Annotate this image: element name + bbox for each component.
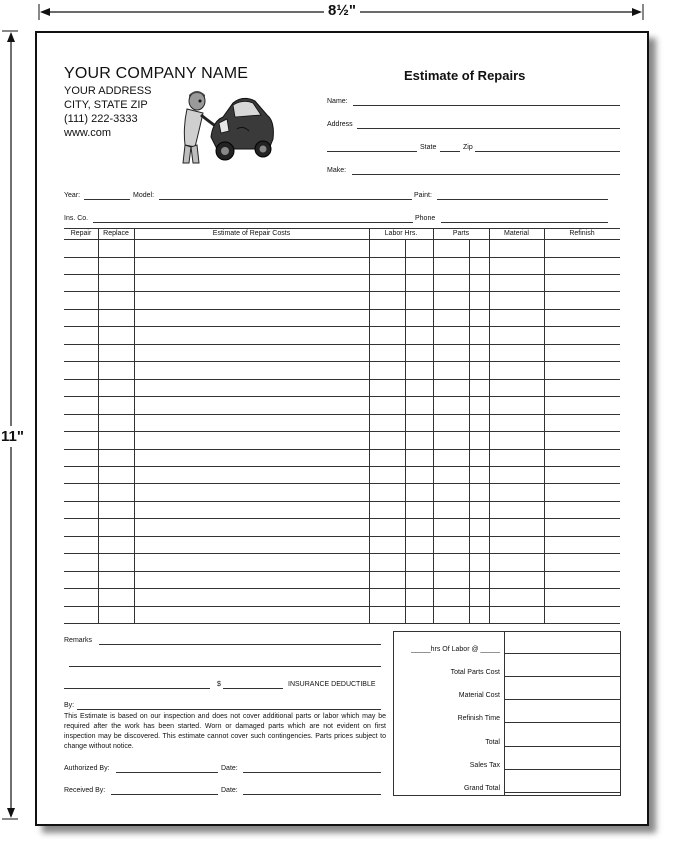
zip-field[interactable] [475,151,620,152]
address-field[interactable] [357,128,620,129]
header-refinish: Refinish [569,230,595,237]
table-row[interactable] [64,326,620,327]
model-label: Model: [133,192,155,199]
authorized-by-field[interactable] [116,772,218,773]
height-label: 11" [1,428,24,445]
received-by-field[interactable] [111,794,218,795]
table-row[interactable] [64,553,620,554]
table-row[interactable] [64,571,620,572]
state-field[interactable] [440,151,460,152]
year-field[interactable] [84,199,130,200]
summary-field-refinish-time[interactable] [504,722,620,723]
summary-field-sales-tax[interactable] [504,769,620,770]
zip-label: Zip [463,144,473,151]
table-row[interactable] [64,414,620,415]
table-row[interactable] [64,379,620,380]
header-parts: Parts [452,230,470,237]
table-row[interactable] [64,606,620,607]
insurance-deductible-label: INSURANCE DEDUCTIBLE [288,681,376,688]
table-row[interactable] [64,588,620,589]
summary-label-sales-tax: Sales Tax [469,761,500,769]
labor-rate-label: _____hrs Of Labor @ _____ [411,646,500,653]
totals-box [393,631,621,796]
width-label: 8½" [324,2,360,19]
received-date-label: Date: [221,787,238,794]
remarks-field-2[interactable] [69,666,381,667]
table-row[interactable] [64,291,620,292]
table-row[interactable] [64,501,620,502]
company-name: YOUR COMPANY NAME [64,65,249,82]
by-field[interactable] [77,709,381,710]
width-dimension [38,4,644,20]
received-date-field[interactable] [243,794,381,795]
table-row[interactable] [64,274,620,275]
summary-label-total-parts-cost: Total Parts Cost [450,669,500,676]
ins-co-label: Ins. Co. [64,215,89,222]
table-row[interactable] [64,466,620,467]
state-label: State [420,144,437,151]
header-replace: Replace [103,230,129,237]
summary-label-grand-total: Grand Total [463,785,500,792]
table-row[interactable] [64,396,620,397]
ins-co-field[interactable] [93,222,413,223]
authorized-by-label: Authorized By: [64,765,110,772]
table-row[interactable] [64,361,620,362]
year-label: Year: [64,192,81,199]
header-repair: Repair [70,230,92,237]
name-label: Name: [327,98,348,105]
authorized-date-label: Date: [221,765,238,772]
company-web: www.com [64,127,112,139]
header-labor-hrs: Labor Hrs. [384,230,418,237]
table-row[interactable] [64,623,620,624]
model-field[interactable] [159,199,412,200]
deductible-blank-field[interactable] [64,688,210,689]
summary-field-total-parts-cost[interactable] [504,676,620,677]
table-row[interactable] [64,257,620,258]
table-row[interactable] [64,483,620,484]
table-row[interactable] [64,518,620,519]
table-row[interactable] [64,449,620,450]
address-label: Address [327,121,353,128]
deductible-amount-field[interactable] [223,688,283,689]
make-field[interactable] [352,174,620,175]
summary-field-total[interactable] [504,746,620,747]
repair-table [64,228,620,624]
estimate-sheet [35,31,649,826]
city-field[interactable] [327,151,417,152]
remarks-label: Remarks [64,637,93,644]
phone-label: Phone [415,215,436,222]
summary-label-total: Total [485,738,500,746]
table-row[interactable] [64,431,620,432]
make-label: Make: [327,167,347,174]
labor-total-field[interactable] [504,653,620,654]
remarks-field-1[interactable] [99,644,381,645]
summary-label-material-cost: Material Cost [458,692,500,700]
summary-label-refinish-time: Refinish Time [457,715,500,723]
paint-field[interactable] [437,199,608,200]
table-row[interactable] [64,536,620,537]
table-row[interactable] [64,309,620,310]
summary-field-material-cost[interactable] [504,699,620,700]
company-city: CITY, STATE ZIP [64,99,148,111]
table-row[interactable] [64,344,620,345]
summary-field-grand-total[interactable] [504,792,620,793]
paint-label: Paint: [414,192,432,199]
company-address: YOUR ADDRESS [64,85,152,97]
mechanic-car-illustration [177,87,277,169]
authorized-date-field[interactable] [243,772,381,773]
received-by-label: Received By: [64,787,106,794]
by-label: By: [64,702,75,709]
form-title: Estimate of Repairs [404,68,526,83]
disclaimer-text: This Estimate is based on our inspection and does not cover additional parts or labor which may be required after the work has been started. Worn or damaged parts which are not evident on first inspection may be discovered. This estimate cannot cover such contingencies. Parts prices subject to change without notice. [64,713,386,750]
company-phone: (111) 222-3333 [64,113,138,125]
header-estimate: Estimate of Repair Costs [212,230,291,237]
dollar-sign: $ [217,681,221,688]
header-material: Material [504,230,529,237]
height-dimension [2,30,18,820]
phone-field[interactable] [441,222,608,223]
name-field[interactable] [353,105,620,106]
